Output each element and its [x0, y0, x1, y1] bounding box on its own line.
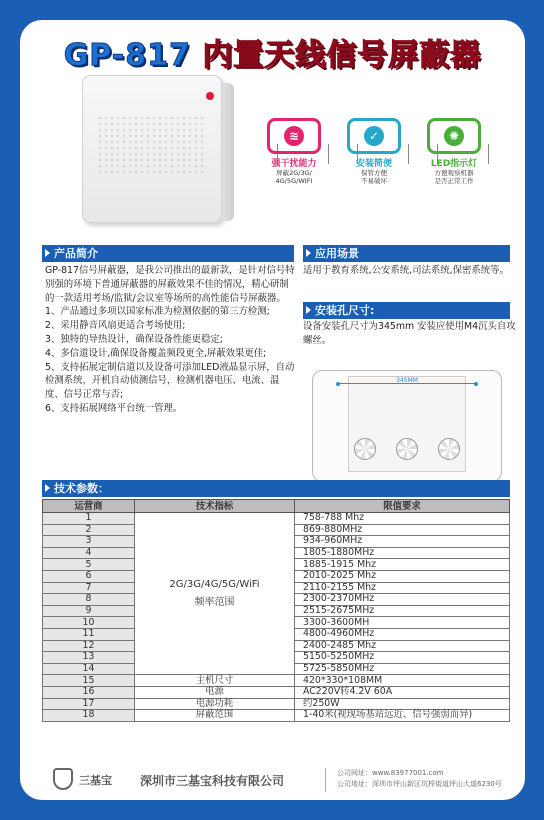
- table-row: [43, 675, 510, 687]
- mounting-diagram: [312, 370, 502, 482]
- brand-name: 三基宝: [79, 774, 112, 787]
- spec-value: 5725-5850MHz: [295, 663, 510, 675]
- datasheet-page: [20, 20, 525, 800]
- company-name: 深圳市三基宝科技有限公司: [140, 774, 285, 788]
- led-icon: ✺: [427, 118, 481, 154]
- company-logo-icon: [53, 768, 73, 790]
- row-number: 15: [43, 675, 135, 687]
- divider: [408, 144, 409, 164]
- spec-item: 电源功耗: [135, 698, 295, 710]
- scenarios-text: 适用于教育系统,公安系统,司法系统,保密系统等。: [303, 265, 509, 276]
- spec-item: 屏蔽范围: [135, 710, 295, 722]
- row-number: 1: [43, 513, 135, 525]
- row-number: 9: [43, 605, 135, 617]
- spec-value: 3300-3600MH: [295, 617, 510, 629]
- row-number: 4: [43, 547, 135, 559]
- spec-value: 2110-2155 Mhz: [295, 582, 510, 594]
- spec-value: 2010-2025 Mhz: [295, 570, 510, 582]
- feature-install: [345, 118, 403, 185]
- fan-icon: [438, 438, 460, 460]
- product-name: 内置天线信号屏蔽器: [202, 38, 482, 73]
- feature-desc: 不易破坏: [361, 177, 387, 185]
- spec-value: 2300-2370MHz: [295, 594, 510, 606]
- intro-heading: 产品简介: [42, 245, 294, 262]
- contact-info: [337, 768, 502, 790]
- feature-desc: 方便观察机器: [434, 169, 474, 177]
- spec-value: 869-880MHz: [295, 524, 510, 536]
- intro-text: GP-817信号屏蔽器，是我公司推出的最新款，是针对信号特别强的环境下普通屏蔽器的屏蔽效果不佳的情况，精心研制的一款适用考场/监狱/会议室等场所的高性能信号屏蔽器。 1、产品通过多项以国家标准为检测依据的第三方检测; 2、采用静音风扇更适合考场使用; 3、独特的导热设计，确保设备性能更稳定; 4、多信道设计,确保设备覆盖频段更全,屏蔽效果更佳; 5、支持拓展定制信道以及设备可添加LED液晶显示屏，自动检测系统，开机自动侦测信号，检测机器电压、电流、温度、信号正常与否; 6、支持拓展网络平台统一管理。: [45, 265, 295, 414]
- spec-value: 2515-2675MHz: [295, 605, 510, 617]
- spec-value: 420*330*108MM: [295, 675, 510, 687]
- feature-led: [425, 118, 483, 185]
- mounting-heading: 安装孔尺寸:: [303, 302, 510, 319]
- row-number: 11: [43, 628, 135, 640]
- row-number: 6: [43, 570, 135, 582]
- specs-table: [42, 499, 510, 722]
- table-row: [43, 710, 510, 722]
- spec-value: 1-40米(视现场基站远近、信号强弱而异): [295, 710, 510, 722]
- product-image: [82, 75, 234, 225]
- signal-icon: ≋: [267, 118, 321, 154]
- row-number: 17: [43, 698, 135, 710]
- spec-value: 1805-1880MHz: [295, 547, 510, 559]
- feature-desc: 屏蔽2G/3G/: [276, 169, 312, 177]
- check-icon: ✓: [347, 118, 401, 154]
- col-header: 运营商: [43, 500, 135, 513]
- row-number: 7: [43, 582, 135, 594]
- spec-item: 电源: [135, 686, 295, 698]
- website-text: 公司网址：www.83977001.com: [337, 769, 444, 777]
- spec-value: 934-960MHz: [295, 536, 510, 548]
- spec-value: 758-788 Mhz: [295, 513, 510, 525]
- spec-value: 约250W: [295, 698, 510, 710]
- row-number: 8: [43, 594, 135, 606]
- row-number: 2: [43, 524, 135, 536]
- table-row: [43, 513, 510, 525]
- merged-spec-label: 2G/3G/4G/5G/WiFi 频率范围: [135, 513, 295, 675]
- specs-heading: 技术参数：: [42, 480, 510, 497]
- feature-title: 强干扰能力: [271, 159, 317, 169]
- row-number: 13: [43, 652, 135, 664]
- address-text: 公司地址：深圳市坪山新区坑梓街道坪山大道6230号: [337, 780, 502, 788]
- feature-title: 安装简便: [355, 159, 392, 169]
- col-header: 限值要求: [295, 500, 510, 513]
- spec-item: 主机尺寸: [135, 675, 295, 687]
- row-number: 12: [43, 640, 135, 652]
- page-title: [20, 30, 525, 74]
- model-number: GP-817: [63, 38, 191, 73]
- scenarios-heading: 应用场景: [303, 245, 510, 262]
- dimension-label: 345MM: [396, 377, 418, 384]
- row-number: 3: [43, 536, 135, 548]
- feature-desc: 是否正常工作: [434, 177, 474, 185]
- spec-value: 1885-1915 Mhz: [295, 559, 510, 571]
- footer: [45, 764, 520, 798]
- feature-interference: [265, 118, 323, 185]
- table-row: [43, 698, 510, 710]
- feature-title: LED指示灯: [430, 159, 478, 169]
- row-number: 14: [43, 663, 135, 675]
- row-number: 10: [43, 617, 135, 629]
- table-row: [43, 686, 510, 698]
- spec-value: 5150-5250MHz: [295, 652, 510, 664]
- spec-value: 4800-4960MHz: [295, 628, 510, 640]
- fan-icon: [354, 438, 376, 460]
- feature-desc: 4G/5G/WIFI: [275, 177, 313, 185]
- divider: [325, 768, 326, 792]
- spec-value: AC220V转4.2V 60A: [295, 686, 510, 698]
- row-number: 18: [43, 710, 135, 722]
- row-number: 16: [43, 686, 135, 698]
- divider: [488, 144, 489, 164]
- col-header: 技术指标: [135, 500, 295, 513]
- feature-desc: 保管方便: [361, 169, 387, 177]
- fan-icon: [396, 438, 418, 460]
- table-header-row: [43, 500, 510, 513]
- divider: [328, 144, 329, 164]
- mounting-text: 设备安装孔尺寸为345mm 安装应使用M4沉头自攻螺丝。: [303, 321, 516, 346]
- row-number: 5: [43, 559, 135, 571]
- spec-value: 2400-2485 Mhz: [295, 640, 510, 652]
